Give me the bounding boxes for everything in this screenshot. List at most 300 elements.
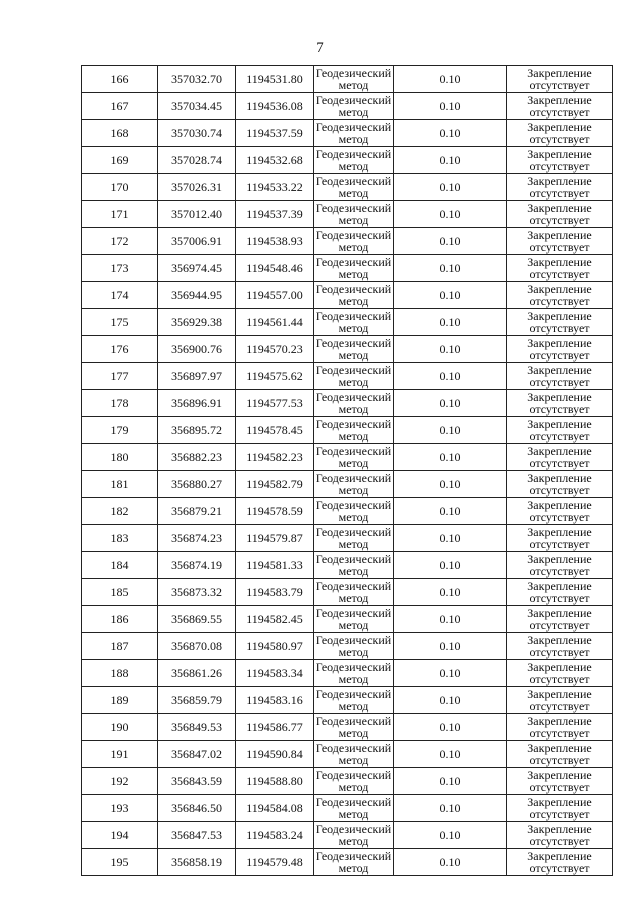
fixing-cell — [507, 66, 613, 93]
method-cell-text: метод — [338, 753, 369, 767]
table-row — [82, 363, 613, 390]
accuracy-cell-text: 0.10 — [439, 855, 461, 869]
method-cell-text: метод — [338, 159, 369, 173]
y-coordinate-cell — [236, 228, 314, 255]
x-coordinate-cell — [158, 201, 236, 228]
method-cell-text: метод — [338, 267, 369, 281]
point-number-cell — [82, 471, 158, 498]
x-coordinate-cell-text: 356849.53 — [171, 720, 222, 734]
x-coordinate-cell — [158, 525, 236, 552]
accuracy-cell — [394, 525, 507, 552]
fixing-cell-text: Закрепление — [527, 201, 592, 215]
x-coordinate-cell — [158, 309, 236, 336]
method-cell — [314, 390, 394, 417]
fixing-cell — [507, 255, 613, 282]
fixing-cell-text: отсутствует — [529, 699, 590, 713]
method-cell — [314, 714, 394, 741]
method-cell — [314, 174, 394, 201]
fixing-cell-text: отсутствует — [529, 645, 590, 659]
fixing-cell-text: отсутствует — [529, 564, 590, 578]
accuracy-cell-text: 0.10 — [439, 531, 461, 545]
fixing-cell-text: отсутствует — [529, 861, 590, 875]
table-row — [82, 66, 613, 93]
point-number-cell — [82, 579, 158, 606]
x-coordinate-cell-text: 356869.55 — [171, 612, 222, 626]
x-coordinate-cell — [158, 768, 236, 795]
fixing-cell-text: Закрепление — [527, 552, 592, 566]
fixing-cell-text: отсутствует — [529, 402, 590, 416]
point-number-cell — [82, 444, 158, 471]
point-number-cell — [82, 714, 158, 741]
method-cell-text: метод — [338, 564, 369, 578]
method-cell — [314, 552, 394, 579]
method-cell-text: Геодезический — [315, 66, 392, 80]
point-number-cell-text: 175 — [110, 315, 129, 329]
point-number-cell-text: 187 — [110, 639, 129, 653]
method-cell — [314, 201, 394, 228]
y-coordinate-cell-text: 1194548.46 — [246, 261, 303, 275]
fixing-cell-text: отсутствует — [529, 834, 590, 848]
table-row — [82, 309, 613, 336]
method-cell-text: метод — [338, 618, 369, 632]
point-number-cell — [82, 336, 158, 363]
method-cell-text: Геодезический — [315, 498, 392, 512]
y-coordinate-cell-text: 1194561.44 — [246, 315, 303, 329]
fixing-cell — [507, 174, 613, 201]
accuracy-cell-text: 0.10 — [439, 126, 461, 140]
method-cell — [314, 498, 394, 525]
point-number-cell-text: 185 — [110, 585, 129, 599]
y-coordinate-cell-text: 1194582.45 — [246, 612, 303, 626]
accuracy-cell-text: 0.10 — [439, 369, 461, 383]
y-coordinate-cell-text: 1194531.80 — [246, 72, 303, 86]
x-coordinate-cell — [158, 498, 236, 525]
y-coordinate-cell — [236, 498, 314, 525]
point-number-cell-text: 170 — [110, 180, 129, 194]
x-coordinate-cell — [158, 336, 236, 363]
accuracy-cell — [394, 120, 507, 147]
accuracy-cell-text: 0.10 — [439, 72, 461, 86]
fixing-cell-text: Закрепление — [527, 174, 592, 188]
point-number-cell — [82, 147, 158, 174]
x-coordinate-cell-text: 356944.95 — [171, 288, 222, 302]
accuracy-cell — [394, 174, 507, 201]
point-number-cell-text: 184 — [110, 558, 129, 572]
fixing-cell-text: Закрепление — [527, 390, 592, 404]
x-coordinate-cell — [158, 417, 236, 444]
x-coordinate-cell-text: 356847.02 — [171, 747, 222, 761]
x-coordinate-cell-text: 356870.08 — [171, 639, 222, 653]
fixing-cell-text: отсутствует — [529, 267, 590, 281]
method-cell-text: Геодезический — [315, 174, 392, 188]
y-coordinate-cell-text: 1194537.39 — [246, 207, 303, 221]
fixing-cell-text: Закрепление — [527, 822, 592, 836]
accuracy-cell — [394, 822, 507, 849]
fixing-cell-text: отсутствует — [529, 726, 590, 740]
fixing-cell-text: отсутствует — [529, 780, 590, 794]
page-number: 7 — [316, 40, 324, 56]
x-coordinate-cell-text: 356847.53 — [171, 828, 222, 842]
method-cell — [314, 444, 394, 471]
accuracy-cell — [394, 552, 507, 579]
accuracy-cell — [394, 633, 507, 660]
table-row — [82, 552, 613, 579]
fixing-cell-text: отсутствует — [529, 105, 590, 119]
y-coordinate-cell — [236, 147, 314, 174]
accuracy-cell-text: 0.10 — [439, 261, 461, 275]
method-cell-text: метод — [338, 780, 369, 794]
x-coordinate-cell-text: 356873.32 — [171, 585, 222, 599]
method-cell — [314, 147, 394, 174]
fixing-cell-text: отсутствует — [529, 375, 590, 389]
method-cell-text: Геодезический — [315, 579, 392, 593]
fixing-cell-text: Закрепление — [527, 633, 592, 647]
y-coordinate-cell — [236, 795, 314, 822]
point-number-cell — [82, 660, 158, 687]
y-coordinate-cell-text: 1194578.45 — [246, 423, 303, 437]
method-cell — [314, 579, 394, 606]
x-coordinate-cell — [158, 255, 236, 282]
accuracy-cell — [394, 687, 507, 714]
fixing-cell-text: Закрепление — [527, 849, 592, 863]
point-number-cell-text: 182 — [110, 504, 129, 518]
x-coordinate-cell — [158, 228, 236, 255]
y-coordinate-cell — [236, 417, 314, 444]
method-cell-text: Геодезический — [315, 309, 392, 323]
method-cell — [314, 66, 394, 93]
accuracy-cell — [394, 768, 507, 795]
method-cell — [314, 633, 394, 660]
y-coordinate-cell — [236, 525, 314, 552]
x-coordinate-cell — [158, 687, 236, 714]
y-coordinate-cell-text: 1194537.59 — [246, 126, 303, 140]
point-number-cell — [82, 309, 158, 336]
fixing-cell — [507, 228, 613, 255]
y-coordinate-cell — [236, 633, 314, 660]
point-number-cell — [82, 66, 158, 93]
method-cell-text: Геодезический — [315, 606, 392, 620]
accuracy-cell-text: 0.10 — [439, 801, 461, 815]
point-number-cell — [82, 849, 158, 876]
method-cell — [314, 741, 394, 768]
accuracy-cell — [394, 714, 507, 741]
point-number-cell — [82, 498, 158, 525]
method-cell-text: Геодезический — [315, 282, 392, 296]
fixing-cell-text: Закрепление — [527, 336, 592, 350]
point-number-cell-text: 181 — [110, 477, 129, 491]
accuracy-cell — [394, 363, 507, 390]
accuracy-cell — [394, 66, 507, 93]
fixing-cell — [507, 120, 613, 147]
method-cell-text: метод — [338, 726, 369, 740]
point-number-cell-text: 177 — [110, 369, 129, 383]
method-cell — [314, 120, 394, 147]
y-coordinate-cell — [236, 741, 314, 768]
fixing-cell — [507, 714, 613, 741]
accuracy-cell — [394, 255, 507, 282]
accuracy-cell-text: 0.10 — [439, 612, 461, 626]
x-coordinate-cell-text: 356879.21 — [171, 504, 222, 518]
fixing-cell-text: Закрепление — [527, 498, 592, 512]
y-coordinate-cell — [236, 201, 314, 228]
point-number-cell-text: 194 — [110, 828, 129, 842]
y-coordinate-cell-text: 1194578.59 — [246, 504, 303, 518]
fixing-cell — [507, 390, 613, 417]
table-row — [82, 201, 613, 228]
x-coordinate-cell — [158, 363, 236, 390]
table-row — [82, 120, 613, 147]
point-number-cell — [82, 201, 158, 228]
y-coordinate-cell — [236, 255, 314, 282]
method-cell-text: метод — [338, 186, 369, 200]
point-number-cell — [82, 822, 158, 849]
method-cell — [314, 525, 394, 552]
fixing-cell-text: отсутствует — [529, 510, 590, 524]
x-coordinate-cell — [158, 849, 236, 876]
accuracy-cell — [394, 606, 507, 633]
fixing-cell-text: Закрепление — [527, 120, 592, 134]
accuracy-cell-text: 0.10 — [439, 99, 461, 113]
y-coordinate-cell — [236, 687, 314, 714]
table-row — [82, 741, 613, 768]
fixing-cell — [507, 768, 613, 795]
point-number-cell — [82, 525, 158, 552]
point-number-cell-text: 189 — [110, 693, 129, 707]
fixing-cell-text: отсутствует — [529, 186, 590, 200]
y-coordinate-cell-text: 1194557.00 — [246, 288, 303, 302]
method-cell — [314, 849, 394, 876]
y-coordinate-cell-text: 1194536.08 — [246, 99, 303, 113]
y-coordinate-cell — [236, 336, 314, 363]
fixing-cell-text: Закрепление — [527, 282, 592, 296]
fixing-cell — [507, 309, 613, 336]
x-coordinate-cell-text: 356900.76 — [171, 342, 222, 356]
method-cell-text: Геодезический — [315, 444, 392, 458]
y-coordinate-cell — [236, 93, 314, 120]
y-coordinate-cell-text: 1194533.22 — [246, 180, 303, 194]
method-cell-text: метод — [338, 834, 369, 848]
point-number-cell-text: 178 — [110, 396, 129, 410]
fixing-cell-text: отсутствует — [529, 240, 590, 254]
fixing-cell-text: Закрепление — [527, 228, 592, 242]
accuracy-cell-text: 0.10 — [439, 153, 461, 167]
y-coordinate-cell — [236, 390, 314, 417]
table-row — [82, 147, 613, 174]
coordinates-table-body — [82, 66, 613, 876]
x-coordinate-cell — [158, 552, 236, 579]
point-number-cell-text: 180 — [110, 450, 129, 464]
method-cell — [314, 606, 394, 633]
method-cell-text: Геодезический — [315, 768, 392, 782]
table-row — [82, 498, 613, 525]
point-number-cell-text: 169 — [110, 153, 129, 167]
fixing-cell-text: отсутствует — [529, 483, 590, 497]
method-cell-text: метод — [338, 537, 369, 551]
table-row — [82, 579, 613, 606]
fixing-cell — [507, 552, 613, 579]
x-coordinate-cell — [158, 606, 236, 633]
fixing-cell-text: Закрепление — [527, 363, 592, 377]
accuracy-cell-text: 0.10 — [439, 828, 461, 842]
accuracy-cell-text: 0.10 — [439, 396, 461, 410]
fixing-cell-text: отсутствует — [529, 159, 590, 173]
x-coordinate-cell — [158, 714, 236, 741]
method-cell-text: Геодезический — [315, 525, 392, 539]
y-coordinate-cell — [236, 552, 314, 579]
accuracy-cell — [394, 471, 507, 498]
table-row — [82, 660, 613, 687]
y-coordinate-cell — [236, 174, 314, 201]
method-cell — [314, 309, 394, 336]
y-coordinate-cell-text: 1194580.97 — [246, 639, 303, 653]
fixing-cell-text: Закрепление — [527, 471, 592, 485]
x-coordinate-cell-text: 356846.50 — [171, 801, 222, 815]
fixing-cell-text: Закрепление — [527, 714, 592, 728]
y-coordinate-cell — [236, 66, 314, 93]
fixing-cell-text: отсутствует — [529, 753, 590, 767]
y-coordinate-cell-text: 1194582.23 — [246, 450, 303, 464]
method-cell-text: метод — [338, 429, 369, 443]
y-coordinate-cell — [236, 579, 314, 606]
method-cell — [314, 822, 394, 849]
accuracy-cell-text: 0.10 — [439, 180, 461, 194]
method-cell-text: Геодезический — [315, 687, 392, 701]
fixing-cell-text: Закрепление — [527, 255, 592, 269]
fixing-cell-text: отсутствует — [529, 618, 590, 632]
table-row — [82, 633, 613, 660]
point-number-cell — [82, 768, 158, 795]
method-cell-text: метод — [338, 78, 369, 92]
method-cell-text: Геодезический — [315, 390, 392, 404]
method-cell-text: метод — [338, 402, 369, 416]
point-number-cell-text: 167 — [110, 99, 129, 113]
table-row — [82, 471, 613, 498]
method-cell-text: Геодезический — [315, 363, 392, 377]
x-coordinate-cell-text: 357030.74 — [171, 126, 222, 140]
fixing-cell-text: Закрепление — [527, 606, 592, 620]
point-number-cell-text: 183 — [110, 531, 129, 545]
accuracy-cell-text: 0.10 — [439, 477, 461, 491]
fixing-cell-text: отсутствует — [529, 213, 590, 227]
point-number-cell — [82, 633, 158, 660]
fixing-cell — [507, 633, 613, 660]
point-number-cell — [82, 606, 158, 633]
x-coordinate-cell — [158, 282, 236, 309]
method-cell-text: метод — [338, 483, 369, 497]
y-coordinate-cell — [236, 849, 314, 876]
x-coordinate-cell — [158, 741, 236, 768]
point-number-cell-text: 174 — [110, 288, 129, 302]
fixing-cell — [507, 822, 613, 849]
y-coordinate-cell — [236, 714, 314, 741]
x-coordinate-cell-text: 356882.23 — [171, 450, 222, 464]
point-number-cell-text: 192 — [110, 774, 129, 788]
x-coordinate-cell — [158, 822, 236, 849]
fixing-cell — [507, 471, 613, 498]
fixing-cell — [507, 795, 613, 822]
accuracy-cell — [394, 282, 507, 309]
x-coordinate-cell — [158, 579, 236, 606]
method-cell — [314, 228, 394, 255]
accuracy-cell-text: 0.10 — [439, 585, 461, 599]
accuracy-cell — [394, 309, 507, 336]
table-row — [82, 390, 613, 417]
point-number-cell-text: 188 — [110, 666, 129, 680]
point-number-cell — [82, 795, 158, 822]
x-coordinate-cell-text: 357026.31 — [171, 180, 222, 194]
accuracy-cell-text: 0.10 — [439, 774, 461, 788]
fixing-cell-text: Закрепление — [527, 93, 592, 107]
method-cell-text: метод — [338, 591, 369, 605]
method-cell-text: метод — [338, 699, 369, 713]
accuracy-cell-text: 0.10 — [439, 720, 461, 734]
fixing-cell — [507, 660, 613, 687]
method-cell-text: Геодезический — [315, 471, 392, 485]
accuracy-cell — [394, 228, 507, 255]
fixing-cell-text: Закрепление — [527, 795, 592, 809]
accuracy-cell-text: 0.10 — [439, 693, 461, 707]
method-cell-text: метод — [338, 213, 369, 227]
fixing-cell-text: Закрепление — [527, 444, 592, 458]
method-cell — [314, 255, 394, 282]
accuracy-cell-text: 0.10 — [439, 666, 461, 680]
x-coordinate-cell-text: 357006.91 — [171, 234, 222, 248]
table-row — [82, 228, 613, 255]
x-coordinate-cell-text: 356874.23 — [171, 531, 222, 545]
method-cell-text: Геодезический — [315, 228, 392, 242]
y-coordinate-cell-text: 1194581.33 — [246, 558, 303, 572]
table-row — [82, 606, 613, 633]
method-cell-text: Геодезический — [315, 822, 392, 836]
method-cell — [314, 471, 394, 498]
x-coordinate-cell — [158, 633, 236, 660]
y-coordinate-cell — [236, 471, 314, 498]
y-coordinate-cell — [236, 309, 314, 336]
accuracy-cell — [394, 498, 507, 525]
accuracy-cell-text: 0.10 — [439, 504, 461, 518]
x-coordinate-cell — [158, 660, 236, 687]
y-coordinate-cell-text: 1194579.87 — [246, 531, 303, 545]
y-coordinate-cell-text: 1194579.48 — [246, 855, 303, 869]
fixing-cell — [507, 363, 613, 390]
method-cell-text: Геодезический — [315, 147, 392, 161]
accuracy-cell — [394, 660, 507, 687]
y-coordinate-cell — [236, 444, 314, 471]
x-coordinate-cell-text: 356929.38 — [171, 315, 222, 329]
accuracy-cell-text: 0.10 — [439, 747, 461, 761]
table-row — [82, 255, 613, 282]
method-cell-text: метод — [338, 132, 369, 146]
fixing-cell-text: отсутствует — [529, 807, 590, 821]
point-number-cell-text: 193 — [110, 801, 129, 815]
x-coordinate-cell-text: 356874.19 — [171, 558, 222, 572]
y-coordinate-cell-text: 1194583.79 — [246, 585, 303, 599]
method-cell-text: метод — [338, 807, 369, 821]
method-cell-text: метод — [338, 672, 369, 686]
fixing-cell — [507, 579, 613, 606]
accuracy-cell — [394, 147, 507, 174]
fixing-cell-text: отсутствует — [529, 78, 590, 92]
point-number-cell-text: 191 — [110, 747, 129, 761]
point-number-cell — [82, 687, 158, 714]
table-row — [82, 336, 613, 363]
point-number-cell-text: 195 — [110, 855, 129, 869]
method-cell-text: метод — [338, 510, 369, 524]
x-coordinate-cell — [158, 174, 236, 201]
table-row — [82, 93, 613, 120]
method-cell-text: Геодезический — [315, 714, 392, 728]
y-coordinate-cell-text: 1194588.80 — [246, 774, 303, 788]
